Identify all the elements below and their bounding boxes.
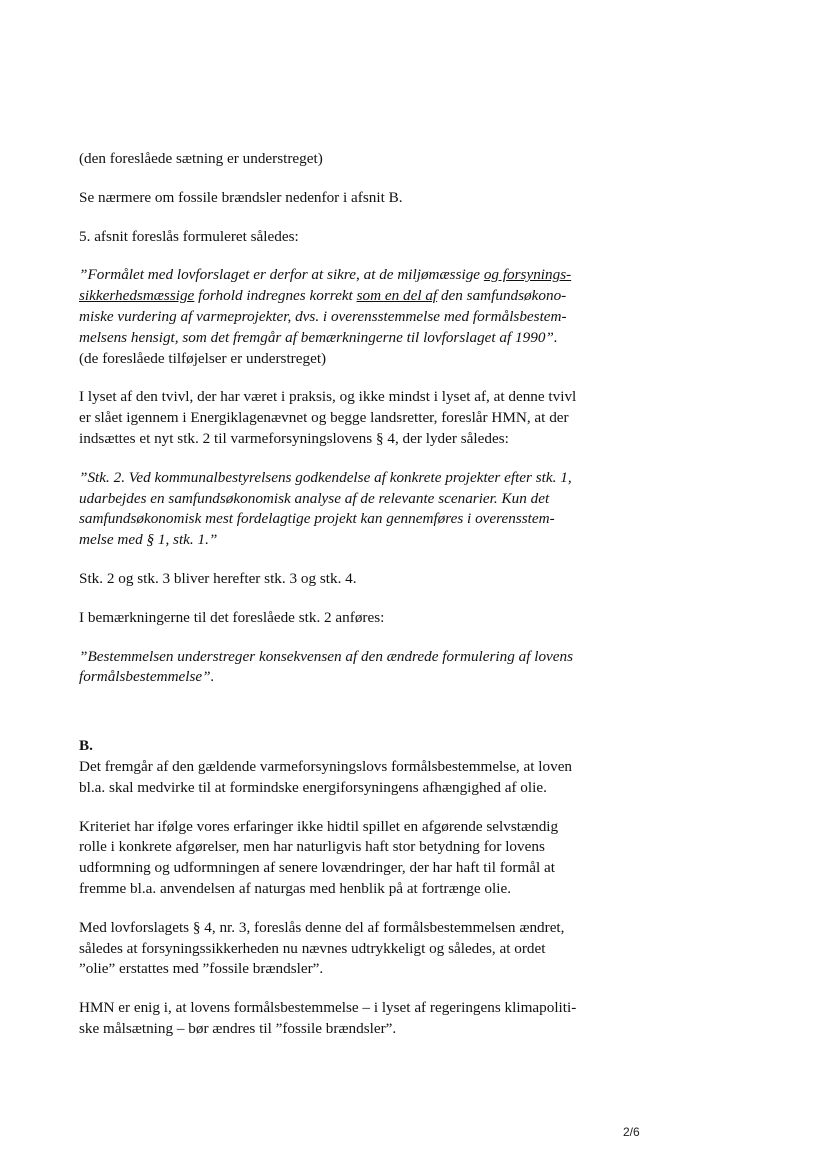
quote-text: forhold indregnes korrekt [194,287,357,305]
quote-line: melse med § 1, stk. 1.” [79,531,218,549]
paragraph-note [79,149,589,170]
spacer [79,706,589,736]
quote-block-1 [79,265,589,369]
text-line: Det fremgår af den gældende varmeforsyningslovs formålsbestemmelse, at loven [79,757,573,775]
text-line: 5. afsnit foreslås formuleret således: [79,227,299,245]
underlined-text: som en del af [356,287,438,305]
text-line: Stk. 2 og stk. 3 bliver herefter stk. 3 og stk. 4. [79,569,357,587]
quote-line [79,286,589,307]
quote-block-2 [79,468,589,551]
quote-note: (de foreslåede tilføjelser er understreget) [79,349,327,367]
text-line: således at forsyningssikkerheden nu nævnes udtrykkeligt og således, at ordet [79,939,546,957]
text-line: ske målsætning – bør ændres til ”fossile brændsler”. [79,1019,397,1037]
quote-line: udarbejdes en samfundsøkonomisk analyse af de relevante scenarier. Kun det [79,489,550,507]
section-heading: B. [79,737,93,755]
text-line: I lyset af den tvivl, der har været i praksis, og ikke mindst i lyset af, at denne tvivl [79,388,577,406]
quote-block-3 [79,647,589,689]
paragraph-proposal [79,387,589,449]
quote-line: formålsbestemmelse”. [79,668,215,686]
text-line: udformning og udformningen af senere lovændringer, der har haft til formål at [79,859,555,877]
text-line: I bemærkningerne til det foreslåede stk. 2 anføres: [79,608,385,626]
paragraph-renumbering [79,569,589,590]
text-line: Kriteriet har ifølge vores erfaringer ikke hidtil spillet en afgørende selvstændig [79,817,559,835]
paragraph-b4 [79,998,589,1040]
document-body [79,149,589,1058]
paragraph-intro [79,227,589,248]
quote-line: melsens hensigt, som det fremgår af bemærkningerne til lovforslaget af 1990”. [79,328,558,346]
underlined-text: sikkerhedsmæssige [79,287,195,305]
page-number: 2/6 [623,1125,640,1139]
quote-line: miske vurdering af varmeprojekter, dvs. i overensstemmelse med formålsbestem- [79,307,567,325]
paragraph-b1 [79,757,589,799]
text-line: Se nærmere om fossile brændsler nedenfor i afsnit B. [79,188,403,206]
text-line: Med lovforslagets § 4, nr. 3, foreslås denne del af formålsbestemmelsen ændret, [79,918,565,936]
paragraph-remarks [79,608,589,629]
paragraph-b2 [79,817,589,900]
text-line: er slået igennem i Energiklagenævnet og begge landsretter, foreslår HMN, at der [79,409,569,427]
quote-text: ”Formålet med lovforslaget er derfor at sikre, at de miljømæssige [79,266,484,284]
paragraph-reference [79,188,589,209]
text-line: rolle i konkrete afgørelser, men har naturligvis haft stor betydning for lovens [79,838,545,856]
paragraph-b3 [79,918,589,980]
text-line: ”olie” erstattes med ”fossile brændsler”. [79,960,324,978]
quote-line: ”Stk. 2. Ved kommunalbestyrelsens godkendelse af konkrete projekter efter stk. 1, [79,468,572,486]
text-line: bl.a. skal medvirke til at formindske energiforsyningens afhængighed af olie. [79,778,547,796]
text-line: HMN er enig i, at lovens formålsbestemmelse – i lyset af regeringens klimapoliti- [79,999,577,1017]
quote-line [79,265,589,286]
quote-line: samfundsøkonomisk mest fordelagtige projekt kan gennemføres i overensstem- [79,510,555,528]
underlined-text: og forsynings- [483,266,572,284]
quote-text: den samfundsøkono- [437,287,567,305]
text-line: indsættes et nyt stk. 2 til varmeforsyningslovens § 4, der lyder således: [79,429,509,447]
quote-line: ”Bestemmelsen understreger konsekvensen af den ændrede formulering af lovens [79,647,574,665]
text-line: (den foreslåede sætning er understreget) [79,150,323,167]
text-line: fremme bl.a. anvendelsen af naturgas med henblik på at fortrænge olie. [79,879,511,897]
